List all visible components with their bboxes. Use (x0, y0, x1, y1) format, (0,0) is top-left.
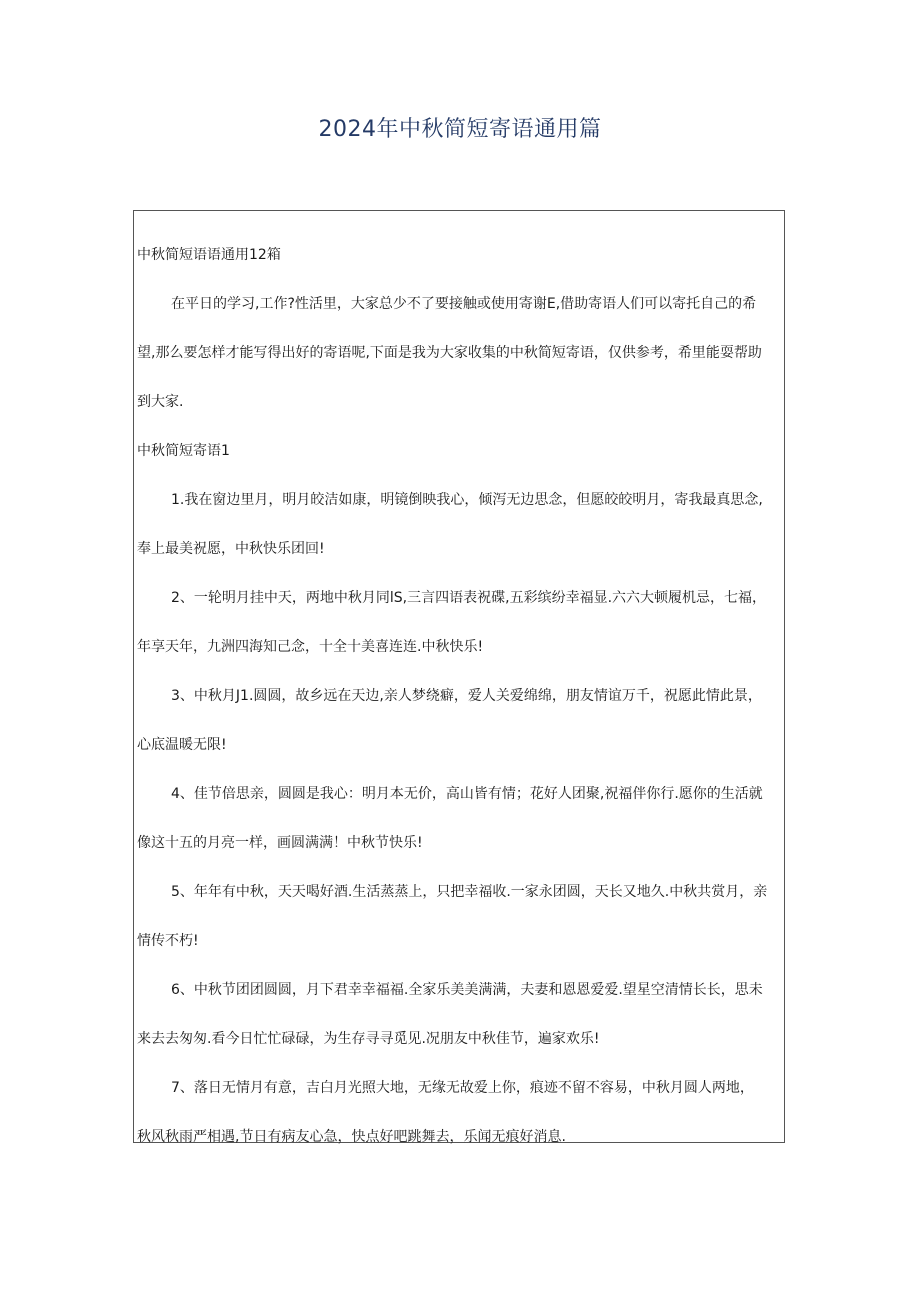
greeting-line: 4、佳节倍思亲，圆圆是我心：明月本无价，高山皆有情；花好人团聚,祝福伴你行.愿你的生活就 (171, 786, 763, 802)
intro-paragraph-line: 在平日的学习,工作?性活里，大家总少不了要接触或使用寄谢E,借助寄语人们可以寄托自己的希 (171, 296, 757, 312)
greeting-line: 5、年年有中秋，天天喝好酒.生活蒸蒸上，只把幸福收.一家永团圆，天长又地久.中秋共赏月，亲 (171, 884, 768, 900)
greeting-line: 来去去匆匆.看今日忙忙碌碌，为生存寻寻觅见.况朋友中秋佳节，遍家欢乐! (137, 1031, 600, 1047)
content-body (137, 231, 782, 1162)
greeting-line: 年享天年，九洲四海知己念，十全十美喜连连.中秋快乐! (137, 639, 484, 655)
section-heading: 中秋简短语语通用12箱 (137, 247, 281, 263)
greeting-line: 情传不朽! (137, 933, 199, 949)
greeting-line: 像这十五的月亮一样，画圆满满！中秋节快乐! (137, 835, 423, 851)
content-frame (133, 210, 785, 1143)
page-title: 2024年中秋简短寄语通用篇 (318, 117, 602, 142)
greeting-line: 秋风秋雨严相遇,节日有病友心急，快点好吧跳舞去，乐闻无痕好消息. (137, 1129, 566, 1145)
greeting-line: 2、一轮明月挂中天，两地中秋月同lS,三言四语表祝碟,五彩缤纷幸福显.六六大顿履机忌，七福， (171, 590, 767, 606)
intro-paragraph-line: 望,那么要怎样才能写得出好的寄语呢,下面是我为大家收集的中秋简短寄语，仅供参考，希里能耍帮助 (137, 345, 762, 361)
intro-paragraph-line: 到大家. (137, 394, 184, 410)
greeting-line: 7、落日无情月有意，吉白月光照大地，无缘无故爱上你，痕迹不留不容易，中秋月圆人两地， (171, 1080, 754, 1096)
subsection-heading: 中秋简短寄语1 (137, 443, 230, 459)
greeting-line: 奉上最美祝愿，中秋快乐团回! (137, 541, 325, 557)
greeting-line: 心底温暖无限! (137, 737, 227, 753)
greeting-line: 1.我在窗边里月，明月皎洁如康，明镜倒映我心，倾泻无边思念，但愿皎皎明月，寄我最真思念, (171, 492, 763, 508)
greeting-line: 3、中秋月J1.圆圆，故乡远在天边,亲人梦绕癖，爱人关爱绵绵，朋友情谊万千，祝愿此情此景， (171, 688, 762, 704)
greeting-line: 6、中秋节团团圆圆，月下君幸幸福福.全家乐美美满满，夫妻和恩恩爱爱.望星空清情长长，思未 (171, 982, 763, 998)
